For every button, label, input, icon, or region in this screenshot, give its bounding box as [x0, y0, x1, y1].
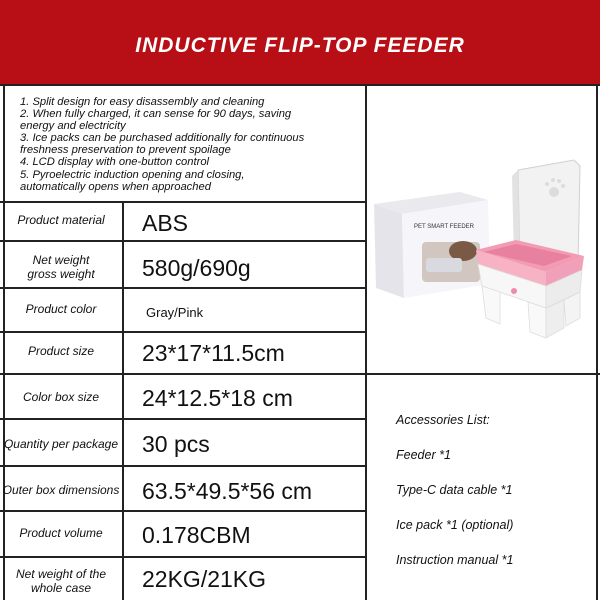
- spec-label-material: Product material: [17, 213, 105, 227]
- feature-line: 4. LCD display with one-button control: [20, 156, 210, 169]
- indicator-light: [511, 288, 517, 294]
- feeder-illustration: [476, 160, 584, 338]
- spec-label-quantity: Quantity per package: [3, 437, 119, 451]
- spec-value-box-size: 24*12.5*18 cm: [142, 385, 293, 411]
- spec-value-material: ABS: [142, 210, 189, 236]
- spec-value-volume: 0.178CBM: [142, 522, 251, 548]
- spec-label-box-size: Color box size: [22, 390, 100, 404]
- feature-list: [20, 96, 365, 193]
- title-banner: [0, 0, 600, 84]
- spec-value-outer-box: 63.5*49.5*56 cm: [142, 478, 313, 504]
- spec-label-case-weight: Net weight of the whole case: [15, 567, 107, 595]
- feature-line: 3. Ice packs can be purchased additionally for continuous: [20, 132, 305, 145]
- accessories-title: Accessories List:: [396, 413, 490, 427]
- feature-line: 5. Pyroelectric induction opening and closing,: [20, 168, 245, 181]
- box-label: PET SMART FEEDER: [414, 224, 475, 230]
- feature-line: 1. Split design for easy disassembly and cleaning: [20, 96, 265, 108]
- spec-label-outer-box: Outer box dimensions: [2, 483, 120, 497]
- feature-line: 2. When fully charged, it can sense for 90 days, saving: [20, 108, 292, 121]
- accessory-item: Feeder *1: [396, 448, 451, 462]
- spec-label-color: Product color: [25, 302, 97, 316]
- product-image: [368, 148, 600, 372]
- spec-value-case-weight: 22KG/21KG: [142, 566, 267, 592]
- spec-label-size: Product size: [27, 344, 95, 358]
- accessory-item: Instruction manual *1: [396, 553, 514, 567]
- feature-line: freshness preservation to prevent spoilage: [20, 144, 231, 157]
- feature-line: energy and electricity: [20, 120, 126, 133]
- retail-box-illustration: [374, 192, 490, 298]
- spec-value-quantity: 30 pcs: [142, 431, 210, 457]
- page-title: INDUCTIVE FLIP-TOP FEEDER: [135, 34, 465, 57]
- feature-line: automatically opens when approached: [20, 180, 211, 193]
- accessory-item: Type-C data cable *1: [396, 483, 513, 497]
- spec-value-size: 23*17*11.5cm: [142, 340, 285, 366]
- spec-value-weight: 580g/690g: [142, 255, 251, 281]
- accessory-item: Ice pack *1 (optional): [396, 518, 514, 532]
- spec-value-color: Gray/Pink: [146, 305, 204, 320]
- spec-label-weight: Net weight gross weight: [27, 253, 95, 281]
- spec-label-volume: Product volume: [19, 526, 103, 540]
